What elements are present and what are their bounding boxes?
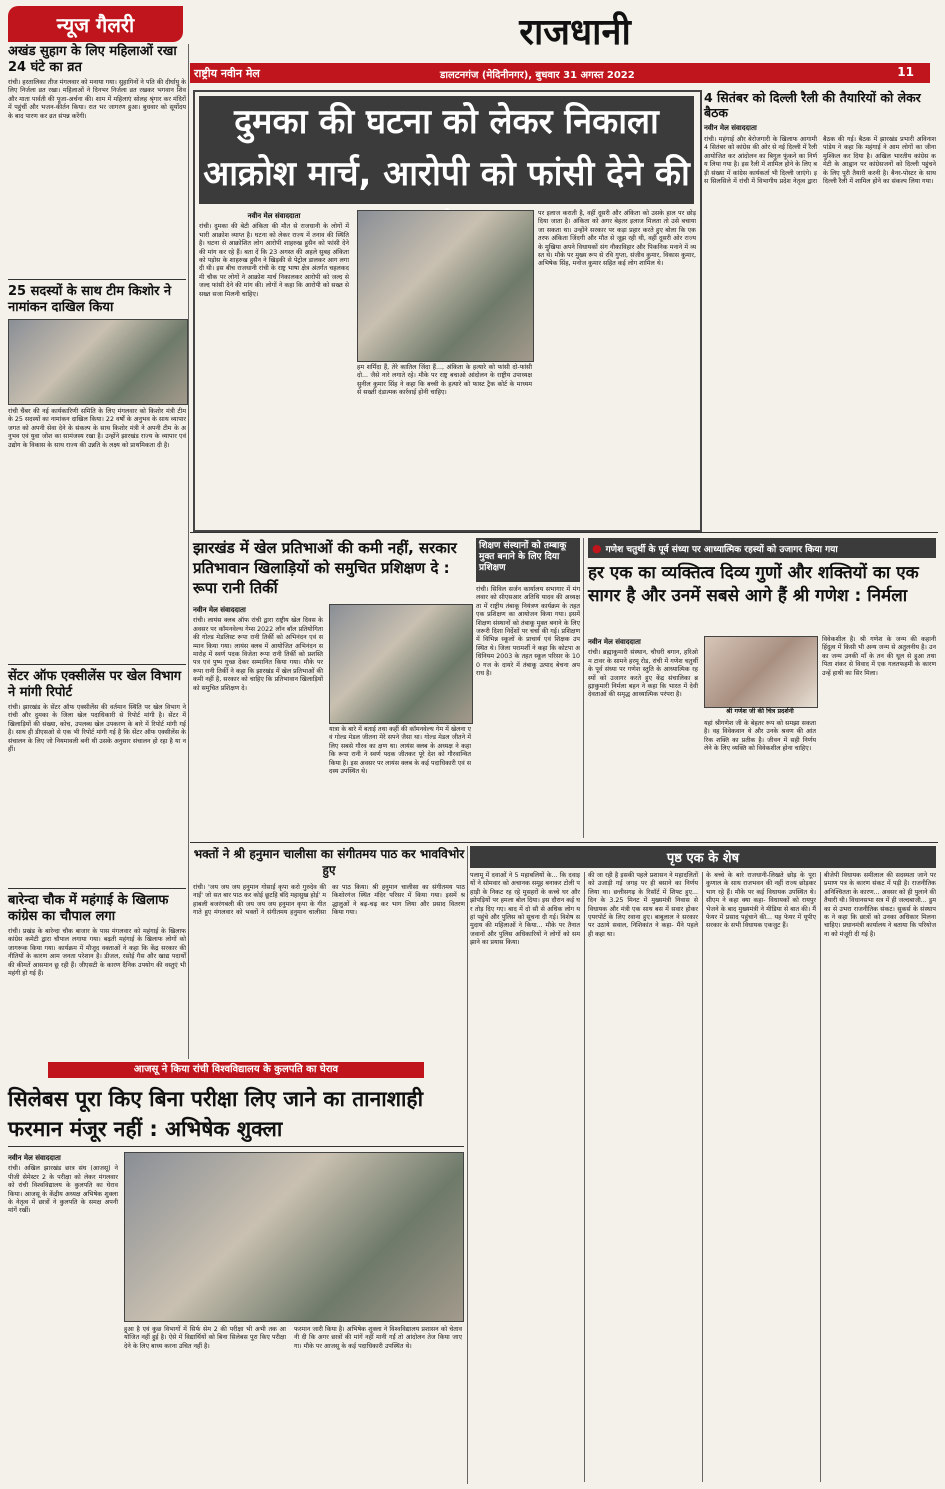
sidebar-header-text: न्यूज गैलरी xyxy=(56,12,135,37)
vc-story xyxy=(8,1062,464,1484)
continued-banner xyxy=(470,846,936,868)
sidebar-item-title: बारेन्दा चौक में महंगाई के खिलाफ कांग्रेस का चौपाल लगा xyxy=(8,893,169,924)
ganesh-kicker-text: गणेश चतुर्थी के पूर्व संध्या पर आध्यात्मिक रहस्यों को उजागर किया गया xyxy=(605,544,838,555)
continued-rule-2 xyxy=(702,872,703,1482)
sidebar-photo xyxy=(8,319,188,405)
ganesh-story xyxy=(588,538,936,838)
sidebar-item-body: रांची। हरतालिका तीज मंगलवार को मनाया गया। सुहागिनों ने पति की दीर्घायु के लिए निर्जला व्रत रखा। महिलाओं ने दिनभर निर्जला व्रत रखकर भगवान शिव और माता पार्वती की पूजा-अर्चना की। शाम में महिलाएं सोलह श्रृंगार कर मंदिरों में पहुंचीं और भजन-कीर्तन किया। रात भर जागरण हुआ। बुधवार को सूर्योदय के बाद पारण कर व्रत संपन्न करेंगी। xyxy=(8,79,186,120)
sidebar-item-body: रांची चैंबर की नई कार्यकारिणी समिति के लिए मंगलवार को किशोर मंत्री टीम के 25 सदस्यों का नामांकन दाखिल किया। 22 वर्षों के अनुभव के साथ व्यापार जगत को अपनी सेवा देने के संकल्प के साथ किशोर मंत्री ने अपनी टीम के अनुभव एवं युवा जोश का सामंजस्य रखा है। उन्होंने झारखंड राज्य के व्यापार एवं उद्योग के विकास के साथ राज्य की उन्नति के लक्ष्य को प्राथमिकता दी है। xyxy=(8,408,186,449)
ganesh-body-3: विवेकशील है। श्री गणेश के जन्म की कहानी हिंदुत्व में किसी भी अन्य जन्म से अतुलनीय है। उनका जन्म उनकी माँ के तन की धूल से हुआ तथा पिता शंकर से विवाद में एक गलतफहमी के कारण उन्हें हाथी का सिर मिला। xyxy=(822,636,936,677)
sidebar xyxy=(8,44,186,1059)
bullet-icon: ● xyxy=(592,541,602,555)
lead-body-1: रांची। दुमका की बेटी अंकिता की मौत से राजधानी के लोगों में भारी आक्रोश व्याप्त है। घटना को लेकर राज्य में तनाव की स्थिति है। घटना से आक्रोशित लोग आरोपी शाहरुख हुसैन को फांसी देने की मांग कर रहे हैं। बता दें कि 23 अगस्त की अहले सुबह अंकिता को पड़ोस के शाहरुख हुसैन ने खिड़की से पेट्रोल डालकर आग लगा दी थी। इस बीच राजधानी रांची के राष्ट्र भाषा क्षेत्र अंतर्गत चहलकदमी चौक पर लोगों ने आक्रोश मार्च निकालकर आरोपी को जल्द से जल्द फांसी देने की मांग की। लोगों ने कहा कि आरोपी को सख्त से सख्त सजा मिलनी चाहिए। xyxy=(199,223,349,298)
vc-body-2: हुआ है एवं कुछ विभागों में सिर्फ सेम 2 की परीक्षा भी अभी तक आयोजित नहीं हुई है। ऐसे में विद्यार्थियों को बिना सिलेबस पूरा किए परीक्षा देने के लिए बाध्य करना उचित नहीं है। xyxy=(124,1326,286,1350)
vc-body-1: रांची। अखिल झारखंड छात्र संघ (आजसू) ने पीजी सेमेस्टर 2 के परीक्षा को लेकर मंगलवार को रांची विश्वविद्यालय के कुलपति का घेराव किया। आजसू के केंद्रीय अध्यक्ष अभिषेक शुक्ला के नेतृत्व में छात्रों ने कुलपति के समक्ष अपनी मांगें रखीं। xyxy=(8,1165,118,1215)
sidebar-item xyxy=(8,44,186,275)
sports-story xyxy=(193,538,471,838)
sidebar-header xyxy=(8,6,183,42)
hanuman-body: रांची। 'जय जय जय हनुमान गोसाईं कृपा करो गुरुदेव की नाईं' जो सत बार पाठ कर कोई छूटहि बंदि महासुख होई' महाबली बजरंगबली की जय जय जय हनुमान कृपा के गीत गाते हुए मंगलवार को भक्तों ने संगीतमय हनुमान चालीसा का पाठ किया। श्री हनुमान चालीसा का संगीतमय पाठ किशोरगंज स्थित मंदिर परिसर में किया गया। इसमें श्रद्धालुओं ने बढ़-चढ़ कर भाग लिया और प्रसाद वितरण किया गया। xyxy=(193,884,465,917)
page-number: 11 xyxy=(897,65,914,79)
ganesh-headline: हर एक का व्यक्तित्व दिव्य गुणों और शक्तियों का एक सागर है और उनमें सबसे आगे हैं श्री गणेश : निर्मला xyxy=(588,563,919,606)
lead-byline: नवीन मेल संवाददाता xyxy=(247,212,301,220)
hanuman-story xyxy=(193,846,465,1046)
vc-headline: सिलेबस पूरा किए बिना परीक्षा लिए जाने का तानाशाही फरमान मंजूर नहीं : अभिषेक शुक्ला xyxy=(8,1084,464,1147)
sidebar-item xyxy=(8,279,186,660)
sidebar-item-body: रांची। झारखंड के सेंटर ऑफ एक्सीलेंस की वर्तमान स्थिति पर खेल विभाग ने रांची और दुमका के जिला खेल पदाधिकारी से रिपोर्ट मांगी है। सेंटर में खिलाड़ियों की संख्या, कोच, उपलब्ध खेल उपकरण के बारे में रिपोर्ट मांगी गई है। साथ ही डीएसओ से एक भी रिपोर्ट मांगी गई है कि सेंटर ऑफ एक्सीलेंस के संचालन के लिए जो नियमावली बनी थी उसके अनुसार संचालन हो रहा है या नहीं। xyxy=(8,704,186,754)
rally-story xyxy=(704,90,936,528)
section-bar xyxy=(190,63,930,83)
mid-divider xyxy=(190,842,938,843)
training-headline: शिक्षण संस्थानों को तम्बाकू मुक्त बनाने के लिए दिया प्रशिक्षण xyxy=(476,538,580,582)
section-logo: राष्ट्रीय नवीन मेल xyxy=(194,67,260,80)
sports-body-2: यात्रा के बारे में बताई तथा कहीं की कॉमनवेल्थ गेम में खेलना एवं गोल्ड मेडल जीतना मेरे सपने जैसा था। गोल्ड मेडल जीतने में लिए सबसे गौरव का क्षण था। लायंस क्लब के अध्यक्ष ने कहा कि रूपा रानी ने स्वर्ण पदक जीतकर पूरे देश को गौरवान्वित किया है। इस अवसर पर लायंस क्लब के कई पदाधिकारी एवं सदस्य उपस्थित थे। xyxy=(329,726,471,776)
lead-body-2: पर इलाज कराती है, वहीं दूसरी और अंकिता को उसके हाल पर छोड़ दिया जाता है। अंकिता को अगर बेहतर इलाज मिलता तो उसे बचाया जा सकता था। उन्होंने सरकार पर कड़ा प्रहार करते हुए बोला कि एक तरफ अंकिता जिंदगी और मौत से जूझ रही थी, वहीं दूसरी ओर राज्य के मुखिया अपने विधायकों संग नौकाविहार और पिकनिक मनाने में व्यस्त थे। मौके पर मुख्य रूप से रवि गुप्ता, संजीव कुमार, विकास कुमार, अभिषेक सिंह, मनोज कुमार सहित कई लोग शामिल थे। xyxy=(538,210,696,268)
training-body: रांची। सिविल सर्जन कार्यालय सभागार में मंगलवार को सीएसआर अतिथि यादव की अध्यक्षता में राष्ट्रीय तंबाकू नियंत्रण कार्यक्रम के तहत एक प्रशिक्षण का आयोजन किया गया। इसमें शिक्षण संस्थानों को तंबाकू मुक्त बनाने के लिए जरूरी दिशा निर्देशों पर चर्चा की गई। प्रशिक्षण में विभिन्न स्कूलों के प्राचार्य एवं शिक्षक उपस्थित थे। जिला परामर्शी ने कहा कि कोटपा अधिनियम 2003 के तहत स्कूल परिसर के 100 गज के दायरे में तंबाकू उत्पाद बेचना अपराध है। xyxy=(476,586,580,678)
vc-kicker: आजसू ने किया रांची विश्वविद्यालय के कुलपति का घेराव xyxy=(48,1062,424,1078)
continued-rule-1 xyxy=(584,872,585,1482)
rally-byline: नवीन मेल संवाददाता xyxy=(704,124,757,132)
continued-col-2: की जा रही है इसकी पहले प्रशासन ने महादलितों को उजाड़ी गई जगह पर ही बसाने का निर्णय लिया था। छत्तीसगढ़ के रिसॉर्ट में शिफ्ट हुए... दिन के 3.25 मिनट में मुख्यमंत्री निवास से विधायक और मंत्री एक साथ बस में सवार होकर एयरपोर्ट के लिए रवाना हुए। बाबूलाल ने सरकार पर उठाये सवाल, निशिकांत ने कहा- मैंने पहले ही कहा था। xyxy=(588,872,698,938)
ganesh-body-1: रांची। ब्रह्माकुमारी संस्थान, चौधरी बगान, हरिओम टावर के सामने हरमू रोड, रांची में गणेश चतुर्थी के पूर्व संध्या पर गणेश स्तुति के आध्यात्मिक रहस्यों को उजागर करते हुए केंद्र संचालिका ब्रह्माकुमारी निर्मला बहन ने कहा कि भारत में देवी देवताओं की समृद्ध आध्यात्मिक परंपरा है। xyxy=(588,649,698,699)
sidebar-divider xyxy=(188,44,189,1059)
lead-photo xyxy=(357,210,534,362)
lead-headline: दुमका की घटना को लेकर निकाला आक्रोश मार्च, आरोपी को फांसी देने की xyxy=(199,96,694,204)
dateline: डालटनगंज (मेदिनीनगर), बुधवार 31 अगस्त 2022 xyxy=(440,70,635,81)
ganesh-kicker xyxy=(588,538,936,558)
vc-byline: नवीन मेल संवाददाता xyxy=(8,1154,61,1162)
ganesh-byline: नवीन मेल संवाददाता xyxy=(588,638,641,646)
sidebar-item-body: रांची। प्रखंड के बारेन्दा चौक बाजार के पास मंगलवार को महंगाई के खिलाफ कांग्रेस कमेटी द्वारा चौपाल लगाया गया। बढ़ती महंगाई के खिलाफ लोगों को जागरूक किया गया। कार्यक्रम में मौजूद वक्ताओं ने कहा कि केंद्र सरकार की नीतियों के कारण आम जनता परेशान है। डीजल, रसोई गैस और खाद्य पदार्थों की कीमतें आसमान छू रही हैं। जीएसटी के कारण दैनिक उपयोग की वस्तुएं भी महंगी हो गई हैं। xyxy=(8,928,186,978)
continued-rule-3 xyxy=(820,872,821,1482)
top-divider xyxy=(190,532,938,533)
training-divider xyxy=(583,538,584,838)
continued-columns xyxy=(470,872,936,1484)
sidebar-item-title: 25 सदस्यों के साथ टीम किशोर ने नामांकन दाखिल किया xyxy=(8,284,172,315)
ganesh-photo xyxy=(704,636,818,708)
ganesh-photo-caption: श्री गणेश जी की चित्र प्रदर्शनी xyxy=(726,708,794,715)
sidebar-item-title: सेंटर ऑफ एक्सीलेंस पर खेल विभाग ने मांगी रिपोर्ट xyxy=(8,669,182,700)
sports-headline: झारखंड में खेल प्रतिभाओं की कमी नहीं, सरकार प्रतिभावान खिलाड़ियों को समुचित प्रशिक्षण दे : रूपा रानी तिर्की xyxy=(193,539,457,597)
page-title xyxy=(425,6,725,56)
sports-body-1: रांची। लायंस क्लब ऑफ रांची द्वारा राष्ट्रीय खेल दिवस के अवसर पर कॉमनवेल्थ गेम्स 2022 लॉन बॉल प्रतियोगिता की गोल्ड मेडलिस्ट रूपा रानी तिर्की को अभिनंदन एवं सम्मान किया गया। लायंस क्लब में आयोजित अभिनंदन समारोह में स्वर्ण पदक विजेता रूपा रानी तिर्की को प्रशस्ति पत्र एवं पुष्प गुच्छ देकर सम्मानित किया गया। मौके पर रूपा रानी तिर्की ने कहा कि झारखंड में खेल प्रतिभाओं की कमी नहीं है, सरकार को चाहिए कि प्रतिभावान खिलाड़ियों को समुचित प्रशिक्षण दे। xyxy=(193,617,323,692)
masthead-title: राजधानी xyxy=(519,11,631,53)
sports-byline: नवीन मेल संवाददाता xyxy=(193,606,246,614)
rally-headline: 4 सितंबर को दिल्ली रैली की तैयारियों को लेकर बैठक xyxy=(704,90,921,120)
sidebar-item xyxy=(8,664,186,884)
bottom-divider xyxy=(467,846,468,1484)
lead-story xyxy=(193,90,702,532)
sidebar-item-title: अखंड सुहाग के लिए महिलाओं रखा 24 घंटे का व्रत xyxy=(8,44,177,75)
hanuman-headline: भक्तों ने श्री हनुमान चालीसा का संगीतमय पाठ कर भावविभोर हुए xyxy=(193,847,465,877)
continued-banner-text: पृष्ठ एक के शेष xyxy=(666,851,740,866)
vc-photo xyxy=(124,1152,464,1322)
continued-col-1: पलामू में दवाओं ने 5 महाबलियों के... कि दवाइयों ने सोमवार को अचानक समूह बनाकर टोली पहाड़ी के निकट रह रहे मुसहरों के कच्चे घर और झोपड़ियों पर हमला बोल दिया। इस दौरान कई घर तोड़ दिए गए। बाद में दो सौ से अधिक लोग यहां पहुंचे और पुलिस को सूचना दी गई। विशेष समुदाय की महिलाओं ने किया... मौके पर तैनात जवानों और पुलिस अधिकारियों ने लोगों को समझाने का प्रयास किया। xyxy=(470,872,580,947)
rally-body: रांची। महंगाई और बेरोजगारी के खिलाफ आगामी 4 सितंबर को कांग्रेस की ओर से नई दिल्ली में रैली आयोजित कर आंदोलन का बिगुल फूंकने का निर्णय लिया गया है। इस रैली में शामिल होने के लिए बड़ी संख्या में कांग्रेस कार्यकर्ता भी दिल्ली जाएंगे। इस सिलसिले में रांची में विभागीय प्रदेश नेतृत्व द्वारा बैठक की गई। बैठक में झारखंड प्रभारी अविनाश पांडेय ने कहा कि महंगाई ने आम लोगों का जीना मुश्किल कर दिया है। अखिल भारतीय कांग्रेस कमेटी के आह्वान पर कांग्रेसजनों को दिल्ली पहुंचने के लिए पूरी तैयारी करनी है। बैनर-पोस्टर के साथ दिल्ली रैली में शामिल होने का संकल्प लिया गया। xyxy=(704,136,936,186)
vc-body-3: फरमान जारी किया है। अभिषेक शुक्ला ने विश्वविद्यालय प्रशासन को चेतावनी दी कि अगर छात्रों की मांगें नहीं मानी गईं तो आंदोलन तेज किया जाएगा। मौके पर आजसू के कई पदाधिकारी उपस्थित थे। xyxy=(294,1326,462,1350)
lead-photo-caption: हम शर्मिंदा हैं, तेरे कातिल जिंदा हैं..., अंकिता के हत्यारे को फांसी दो-फांसी दो... जैसे नारे लगाते रहे। मौके पर राष्ट्र बचाओ आंदोलन के राष्ट्रीय उपाध्यक्ष सुनील कुमार सिंह ने कहा कि बच्ची के हत्यारे को फास्ट ट्रैक कोर्ट के माध्यम से सख्ती दंडात्मक कार्रवाई होनी चाहिए। xyxy=(357,364,532,397)
continued-col-4: बीजेपी विधायक समीलाल की सदस्यता जाने पर प्रमाण पत्र के कारण संकट में पड़ी है। राजनीतिक अनिश्चितता के कारण... अवसर को ही पुलाने की तैयारी थी। विधानसभा सत्र में ही जल्दबाजी... डुमका से उभरा राजनीतिक संकट। सुकर्स के संस्थापक ने कहा कि छात्रों को उनका अधिकार मिलना चाहिए। प्रधानमंत्री कार्यालय ने बताया कि परियोजना को मंजूरी दी गई है। xyxy=(824,872,936,938)
training-story xyxy=(476,538,580,838)
continued-col-3: के बच्चे के बारे राजधानी-लिखते छोड़ के पूरा कुणाल के साथ राजभवन की नहीं राज्य छोड़कर भाग रहे हैं। मौके पर कई विधायक उपस्थित थे। सीएम ने कहा क्या कहा- विधायकों को रायपुर भेजने के बाद मुख्यमंत्री ने मीडिया से बात की। मैं फेयर में प्रसाद पहुंचाने की... यह फेयर में यूपीए सरकार के सभी विधायक एकजुट हैं। xyxy=(706,872,816,930)
sports-photo xyxy=(329,604,473,724)
ganesh-body-2: यहां श्रीगणेश जी के बेहतर रूप को समझा सकता है। वह विवेकवान थे और उनके श्रवण की आंतरिक शक्ति का प्रतीक है। जीवन में सही निर्णय लेने के लिए व्यक्ति को विवेकशील होना चाहिए। xyxy=(704,720,816,753)
